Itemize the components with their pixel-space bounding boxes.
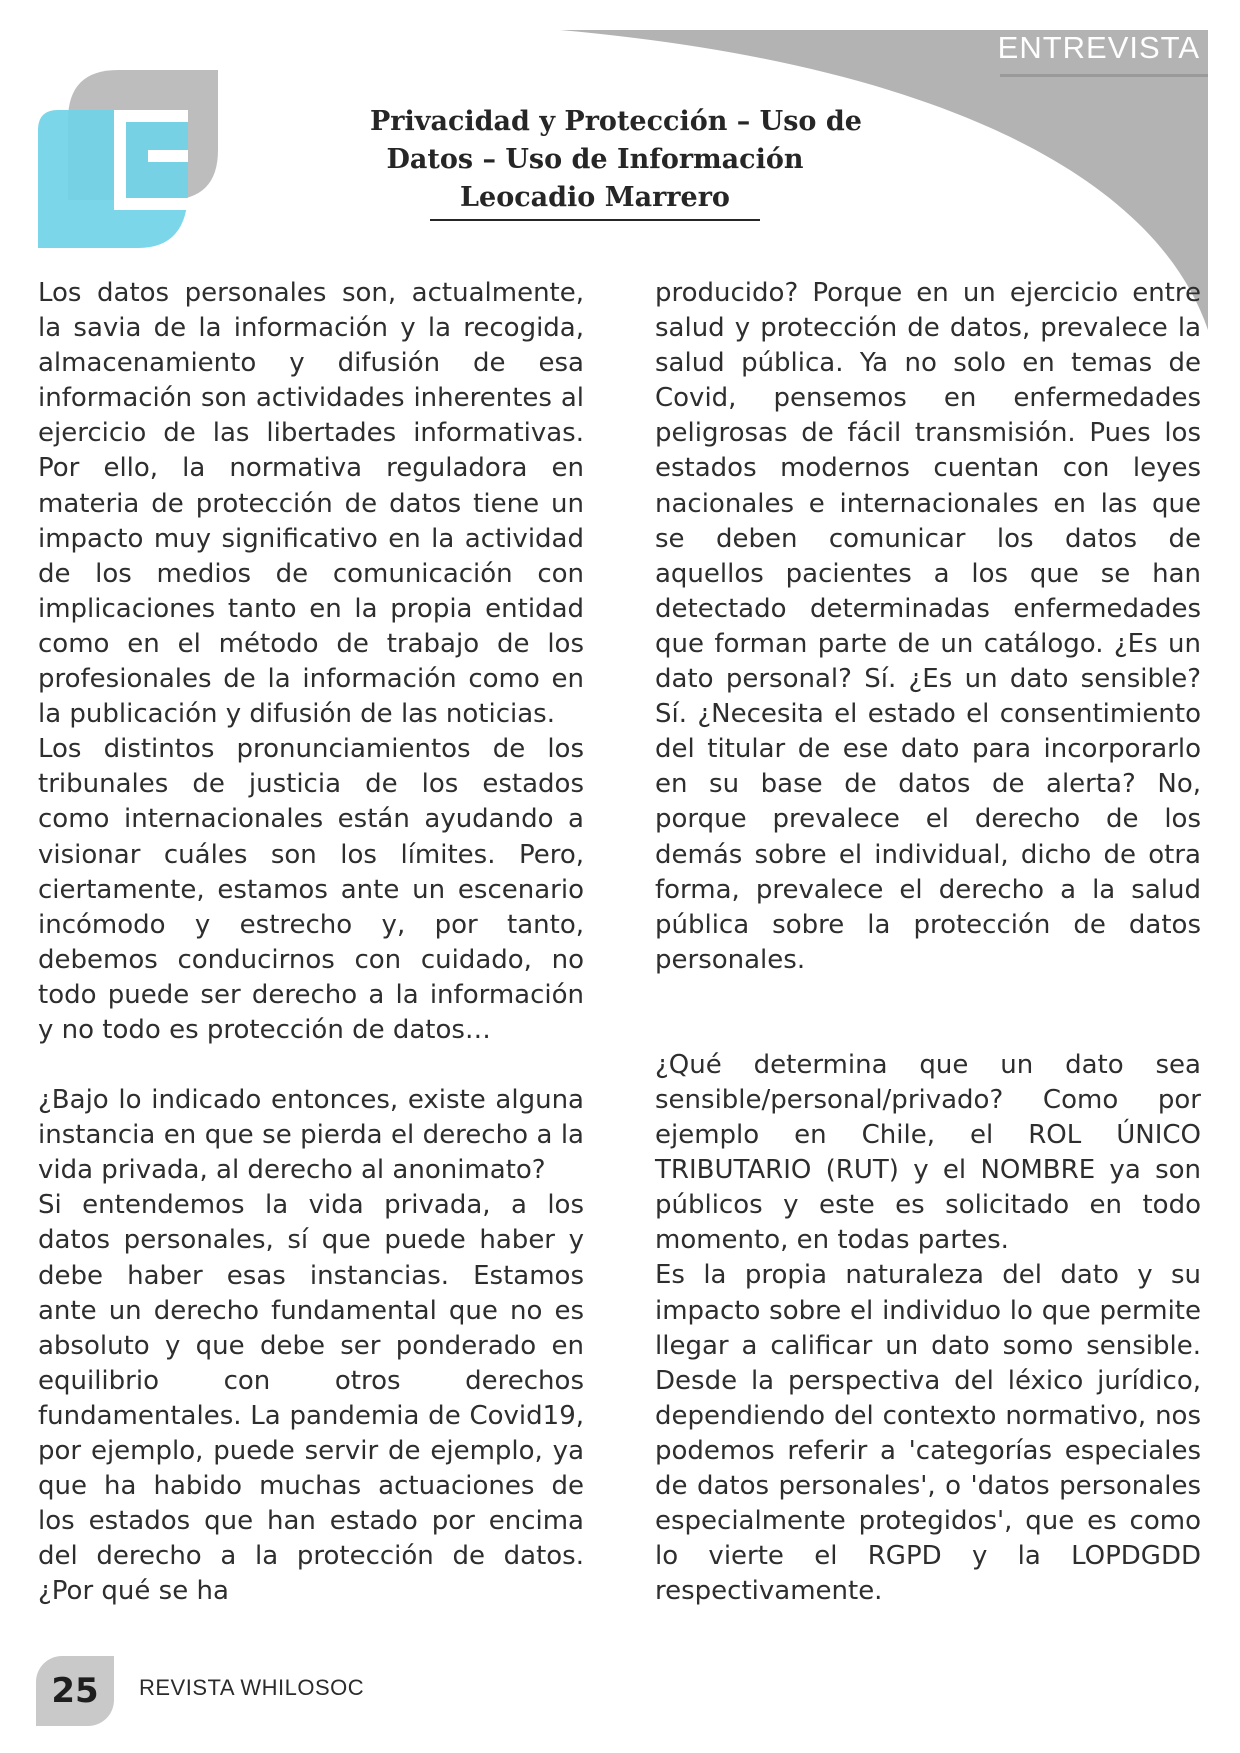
right-column: [655, 276, 1201, 1609]
left-column: [38, 276, 584, 1609]
title-line-2: Datos – Uso de Información: [386, 144, 804, 175]
section-label: ENTREVISTA: [997, 30, 1200, 65]
right-question: ¿Qué determina que un dato sea sensible/personal/privado? Como por ejemplo en Chile, el ROL ÚNICO TRIBUTARIO (RUT) y el NOMBRE ya son públicos y este es solicitado en todo momento, en todas partes.: [655, 1049, 1201, 1256]
left-paragraph-3: Si entendemos la vida privada, a los datos personales, sí que puede haber y debe haber esas instancias. Estamos ante un derecho fundamental que no es absoluto y que debe ser ponderado en equilibrio con otros derechos fundamentales. La pandemia de Covid19, por ejemplo, puede servir de ejemplo, ya que ha habido muchas actuaciones de los estados que han estado por encima del derecho a la protección de datos. ¿Por qué se ha: [38, 1190, 584, 1607]
magazine-name: REVISTA WHILOSOC: [139, 1675, 365, 1700]
page-number: 25: [36, 1656, 114, 1726]
right-paragraph-2: Es la propia naturaleza del dato y su impacto sobre el individuo lo que permite llegar a calificar un dato somo sensible. Desde la perspectiva del léxico jurídico, dependiendo del contexto normativo, nos podemos referir a 'categorías especiales de datos personales', o 'datos personales especialmente protegidos', que es como lo vierte el RGPD y la LOPDGDD respectivamente.: [655, 1260, 1201, 1607]
right-paragraph-1: producido? Porque en un ejercicio entre salud y protección de datos, prevalece la salud pública. Ya no solo en temas de Covid, pensemos en enfermedades peligrosas de fácil transmisión. Pues los estados modernos cuentan con leyes nacionales e internacionales en las que se deben comunicar los datos de aquellos pacientes a los que se han detectado determinadas enfermedades que forman parte de un catálogo. ¿Es un dato personal? Sí. ¿Es un dato sensible? Sí. ¿Necesita el estado el consentimiento del titular de ese dato para incorporarlo en su base de datos de alerta? No, porque prevalece el derecho de los demás sobre el individual, dicho de otra forma, prevalece el derecho a la salud pública sobre la protección de datos personales.: [655, 278, 1201, 975]
corner-underline: [1000, 74, 1208, 77]
magazine-logo-icon: [38, 70, 224, 248]
left-paragraph-2: Los distintos pronunciamientos de los tribunales de justicia de los estados como internacionales están ayudando a visionar cuáles son los límites. Pero, ciertamente, estamos ante un escenario incómodo y estrecho y, por tanto, debemos conducirnos con cuidado, no todo puede ser derecho a la información y no todo es protección de datos…: [38, 734, 584, 1045]
title-line-1: Privacidad y Protección – Uso de: [370, 106, 862, 137]
left-paragraph-1: Los datos personales son, actualmente, la savia de la información y la recogida, almacenamiento y difusión de esa información son actividades inherentes al ejercicio de las libertades informativas. Por ello, la normativa reguladora en materia de protección de datos tiene un impacto muy significativo en la actividad de los medios de comunicación con implicaciones tanto en la propia entidad como en el método de trabajo de los profesionales de la información como en la publicación y difusión de las noticias.: [38, 278, 584, 730]
left-question: ¿Bajo lo indicado entonces, existe alguna instancia en que se pierda el derecho a la vida privada, al derecho al anonimato?: [38, 1085, 584, 1186]
author-name: Leocadio Marrero: [430, 179, 760, 221]
article-title: [370, 103, 862, 221]
